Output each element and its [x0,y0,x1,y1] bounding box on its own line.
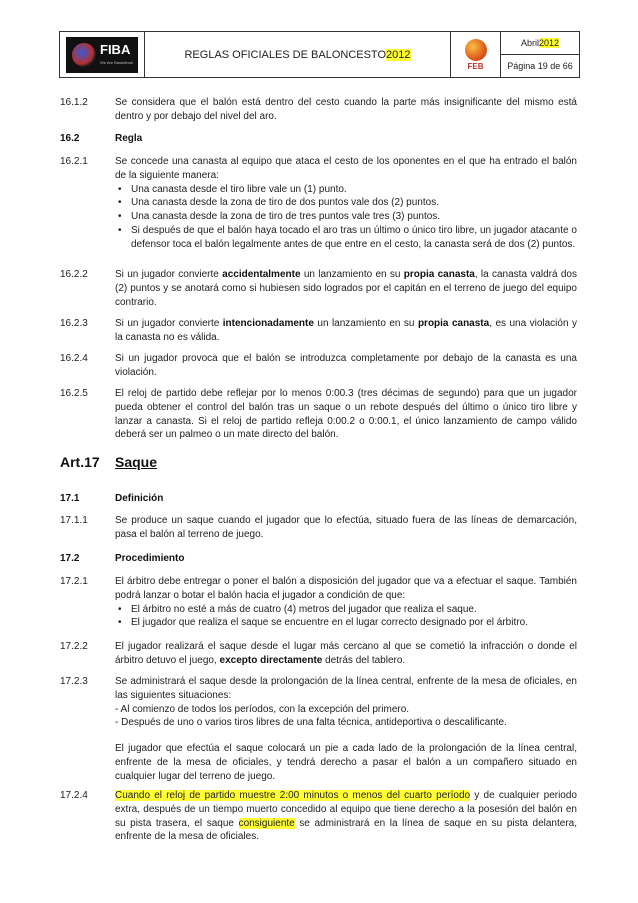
article-number: Art.17 [60,454,100,470]
section-number: 17.1.1 [60,515,88,526]
section-heading: Definición [115,493,164,504]
text-run: y de cualquier periodo extra, después de un tiempo muerto concedido al equipo que tiene derecho a la posesión del balón en su pista trasera, el saque [115,790,577,829]
emphasis-text: excepto directamente [219,654,323,666]
page-number: Página 19 de 66 [501,54,579,77]
feb-ball-icon [465,39,487,61]
section-number: 16.2 [60,133,80,144]
section-text [115,268,577,309]
article-title: Saque [115,454,158,470]
dash-item: - Después de uno o varios tiros libres de una falta técnica, antideportiva o descalificante. [115,717,507,729]
list-item: • Una canasta desde la zona de tiro de dos puntos vale dos (2) puntos. [115,196,577,210]
text-run: , es una violación y la canasta no es válida. [115,318,577,343]
section-text [115,317,577,345]
list-item: • El árbitro no esté a más de cuatro (4) metros del jugador que realiza el saque. [115,603,577,617]
section-number: 17.2 [60,553,80,564]
list-item: • Una canasta desde el tiro libre vale un (1) punto. [115,183,577,197]
section-number: 17.1 [60,493,80,504]
section-text: Se considera que el balón está dentro del cesto cuando la parte más insignificante del mismo está dentro y por debajo del nivel del aro. [115,97,577,122]
text-run: se administrará en la línea de saque en su pista delantera, enfrente de la mesa de oficiales. [115,817,578,843]
document-title-year: 2012 [386,48,411,61]
highlighted-text: Cuando el reloj de partido muestre 2:00 minutos o menos del cuarto período [115,790,471,801]
fiba-logo-text: FIBA [100,41,131,57]
fiba-logo-cell [60,32,145,77]
emphasis-text: propia canasta [403,269,475,280]
section-text: Si un jugador provoca que el balón se introduzca completamente por debajo de la canasta es una violación. [115,353,577,378]
section-body [115,675,577,784]
emphasis-text: accidentalmente [222,269,301,280]
section-heading: Regla [115,133,143,144]
document-title [145,32,451,77]
dash-item: - Al comienzo de todos los períodos, con la excepción del primero. [115,703,410,715]
section-number: 17.2.4 [60,790,88,801]
section-heading: Procedimiento [115,553,185,564]
text-run: Si un jugador convierte [115,318,223,329]
highlighted-text: consiguiente [238,817,295,829]
feb-logo-text: FEB [467,61,484,71]
text-run: , la canasta valdrá dos (2) puntos y se anotará como si hubiesen sido logrados por el capitán en el terreno de juego del equipo contrario. [115,269,577,308]
header-date-year: 2012 [538,38,560,48]
section-paragraph: El jugador que efectúa el saque colocará un pie a cada lado de la prolongación de la línea central, enfrente de la mesa de oficiales, y tendrá derecho a pasar el balón a un compañero situado en cualquier lugar del terreno de juego. [115,743,577,782]
page-header [59,31,580,78]
section-number: 16.2.3 [60,318,88,329]
section-intro: El árbitro debe entregar o poner el balón a disposición del jugador que va a efectuar el saque. También podrá lanzar o botar el balón hacia el jugador a condición de que: [115,576,577,601]
section-number: 16.1.2 [60,97,88,108]
section-intro: Se administrará el saque desde la prolongación de la línea central, enfrente de la mesa de oficiales, en las siguientes situaciones: [115,676,577,701]
feb-logo [451,32,501,77]
section-number: 17.2.2 [60,641,88,652]
list-item: • El jugador que realiza el saque se encuentre en el lugar correcto designado por el árbitro. [115,616,577,630]
emphasis-text: propia canasta [417,318,490,329]
list-item: • Una canasta desde la zona de tiro de tres puntos vale tres (3) puntos. [115,210,577,224]
header-date [501,32,579,54]
text-run: un lanzamiento en su [300,269,404,280]
article-17-heading [0,456,638,476]
section-body [115,155,577,252]
section-number: 17.2.1 [60,576,88,587]
text-run: un lanzamiento en su [313,318,418,329]
section-text [115,640,577,668]
emphasis-text: intencionadamente [222,318,314,329]
fiba-logo-subtext: We Are Basketball [100,59,133,65]
text-run: detrás del tablero. [322,654,406,666]
section-number: 17.2.3 [60,676,88,687]
section-text: Se produce un saque cuando el jugador que lo efectúa, situado fuera de las líneas de demarcación, pasa el balón al terreno de juego. [115,515,577,540]
section-body [115,575,577,630]
section-text [115,789,577,844]
section-number: 16.2.2 [60,269,88,280]
list-item: • Si después de que el balón haya tocado el aro tras un último o único tiro libre, un jugador atacante o defensor toca el balón legalmente antes de que entre en el cesto, la canasta será de dos (2) puntos. [115,224,577,252]
section-intro: Se concede una canasta al equipo que ataca el cesto de los oponentes en el que ha entrado el balón de la siguiente manera: [115,156,577,181]
text-run: El jugador realizará el saque desde el lugar más cercano al que se cometió la infracción o donde el árbitro detuvo el juego, [115,641,577,666]
text-run: Si un jugador convierte [115,269,223,280]
section-number: 16.2.4 [60,353,88,364]
document-title-text: REGLAS OFICIALES DE BALONCESTO [184,48,387,61]
section-number: 16.2.5 [60,388,88,399]
section-text: El reloj de partido debe reflejar por lo menos 0:00.3 (tres décimas de segundo) para que un jugador pueda obtener el control del balón tras un saque o un rebote después del último o único tiro libre y lanzar a canasta. Si el reloj de partido refleja 0:00.2 o 0:00.1, el único lanzamiento de campo válido deberá ser un palmeo o un mate directo del balón. [115,388,577,441]
header-date-month: Abril [520,38,539,48]
bullet-list [115,183,577,252]
section-number: 16.2.1 [60,156,88,167]
fiba-logo [66,37,138,73]
header-meta [501,32,579,77]
fiba-ball-icon [72,43,96,67]
bullet-list [115,603,577,631]
